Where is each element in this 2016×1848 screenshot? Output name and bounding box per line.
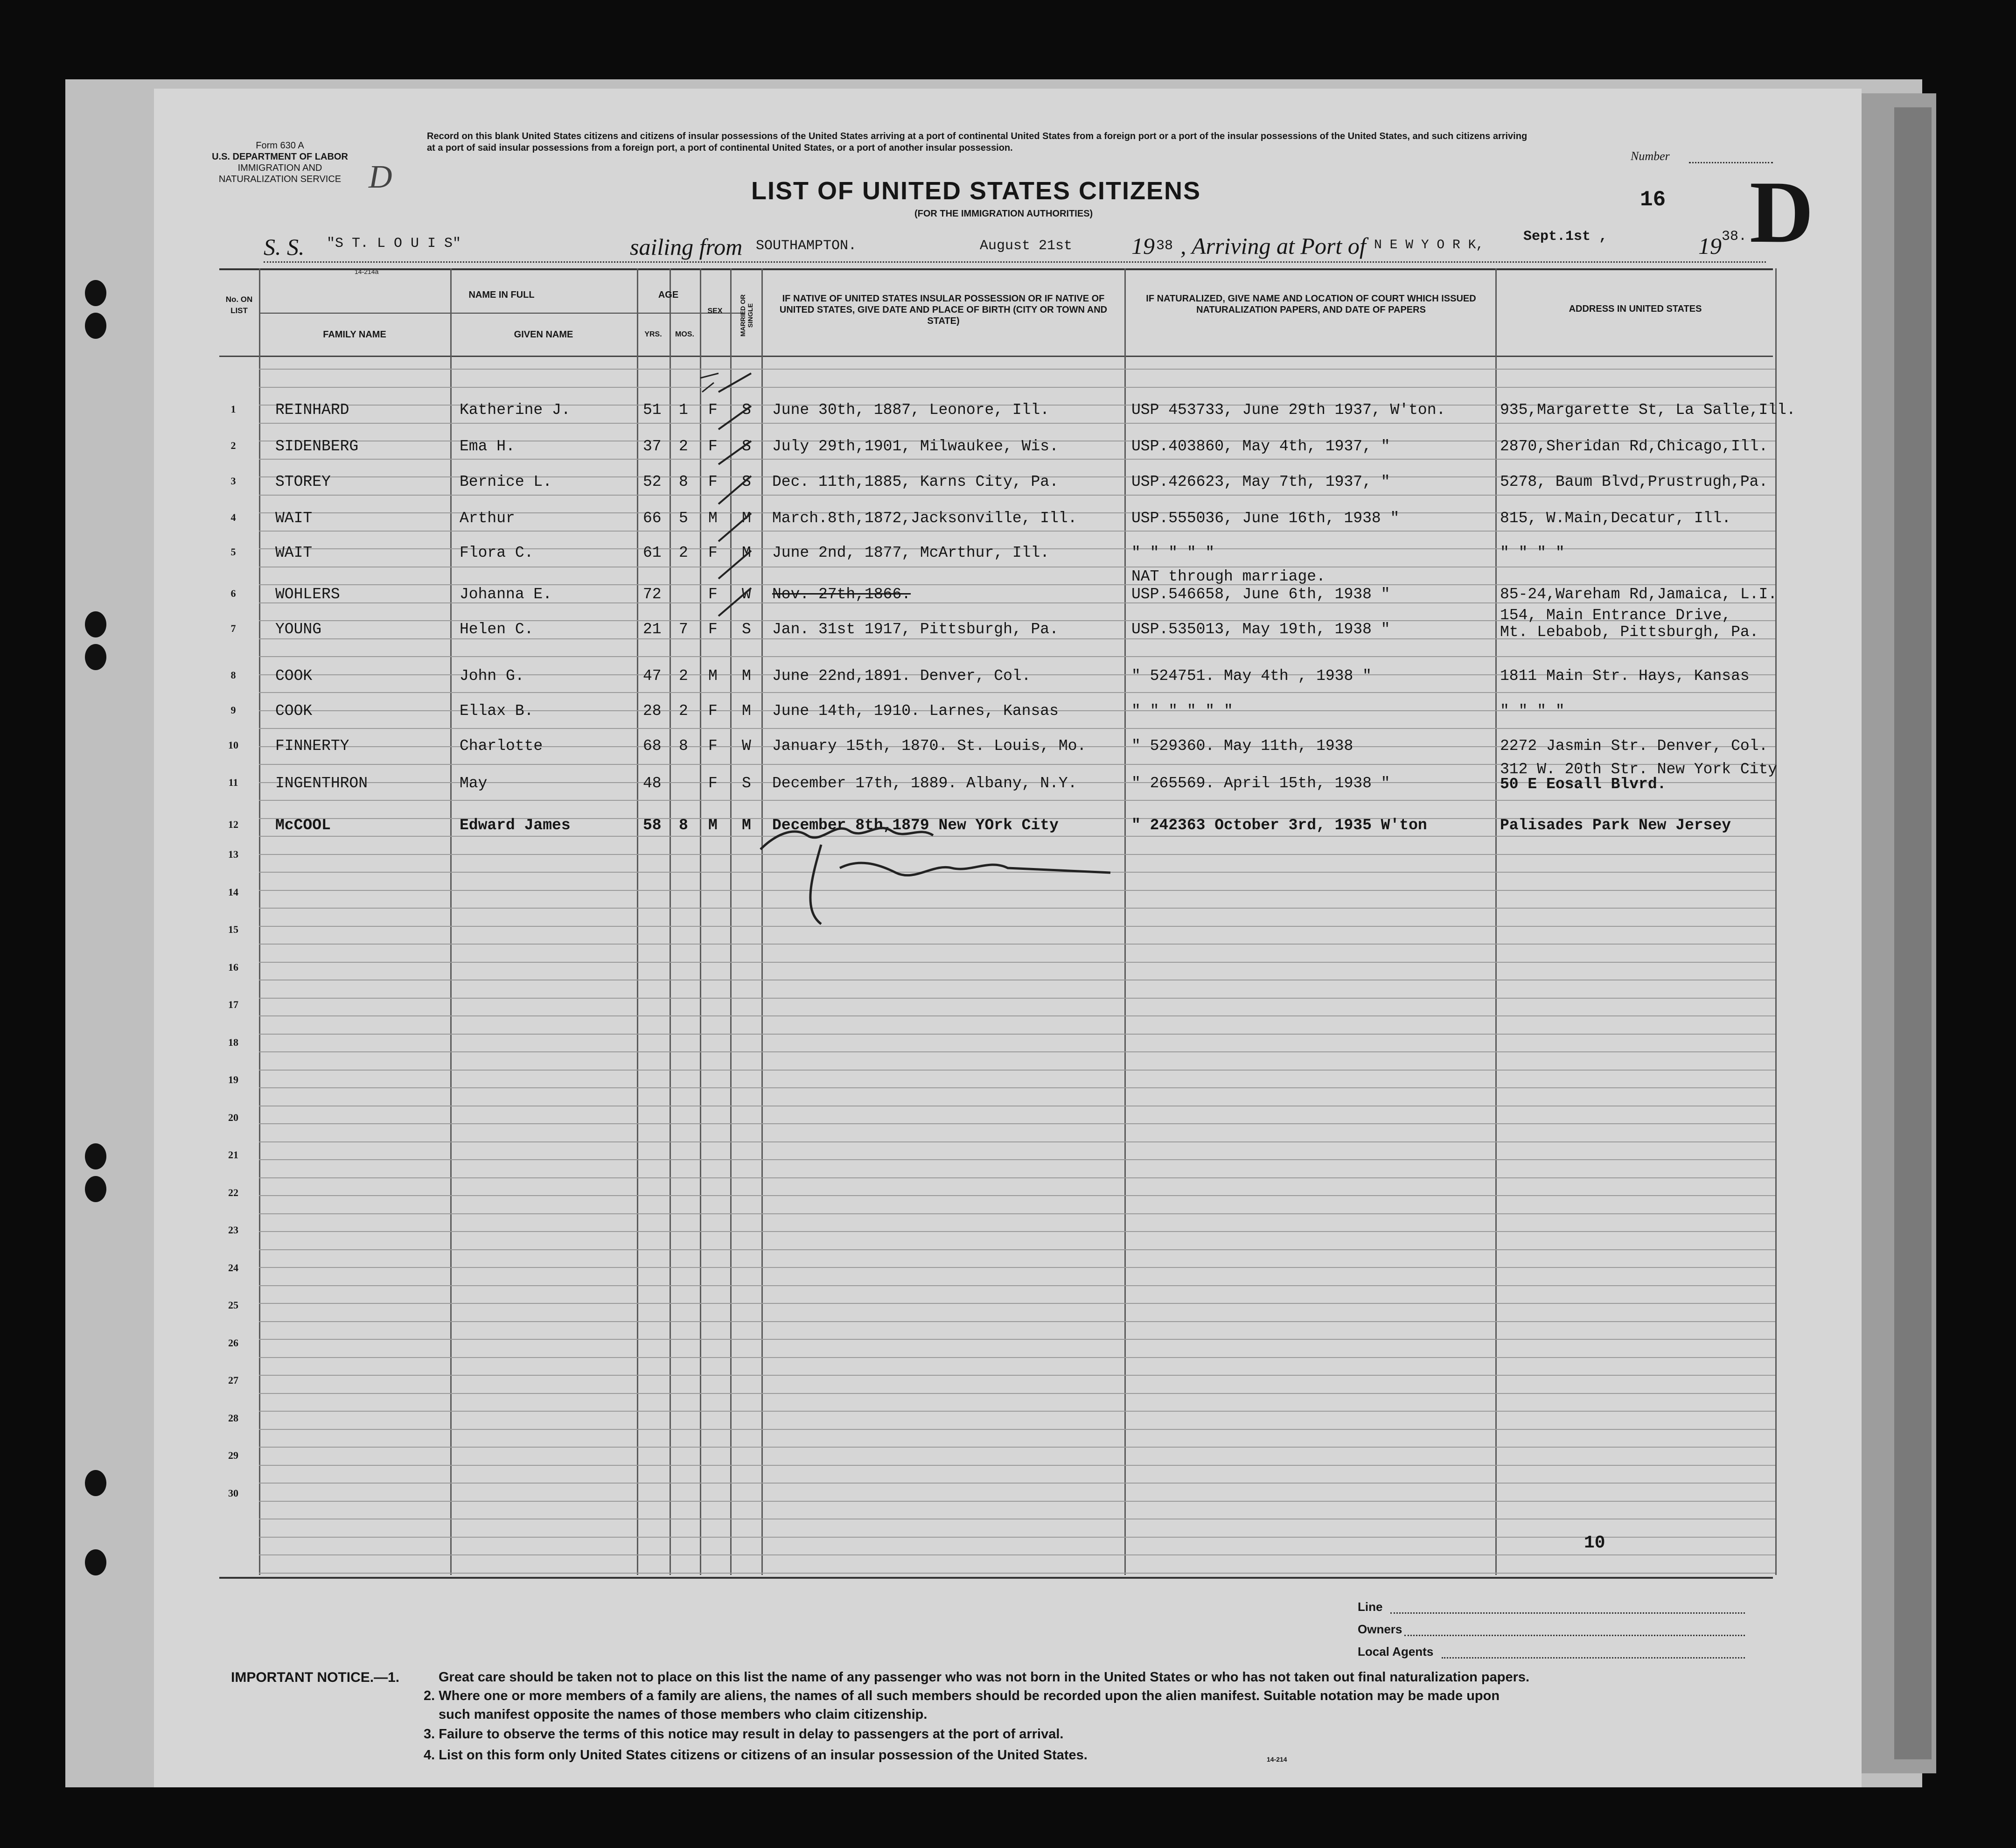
marital-status: S [742, 775, 751, 792]
row-number: 1 [230, 403, 236, 415]
family-name: McCOOL [275, 817, 331, 834]
col-birth: IF NATIVE OF UNITED STATES INSULAR POSSESSION OR IF NATIVE OF UNITED STATES, GIVE DATE AND PLACE OF BIRTH (CITY OR TOWN AND STATE) [779, 294, 1108, 326]
footer-owners-rule [1404, 1635, 1745, 1636]
age-months: 1 [679, 401, 688, 419]
row-number: 6 [230, 588, 236, 599]
given-name: Charlotte [460, 737, 543, 755]
voyage-rule [264, 261, 1766, 263]
age-months: 7 [679, 621, 688, 638]
naturalization: " 265569. April 15th, 1938 " [1131, 775, 1390, 792]
row-number: 3 [230, 475, 236, 487]
arrival-year-prefix: 19 [1698, 233, 1722, 259]
notice-item-2: 2. Where one or more members of a family are aliens, the names of all such members should be recorded upon the alien manifest. Suitable notation may be made upon [424, 1688, 1500, 1703]
address: 2870,Sheridan Rd,Chicago,Ill. [1500, 438, 1768, 455]
family-name: WAIT [275, 510, 313, 527]
row-number: 5 [230, 546, 236, 558]
row-number: 30 [228, 1487, 238, 1499]
age-years: 58 [643, 817, 662, 834]
sex: F [708, 438, 718, 455]
row-number: 27 [228, 1374, 238, 1386]
family-name: SIDENBERG [275, 438, 359, 455]
sailing-from: SOUTHAMPTON. [756, 238, 857, 254]
sex: M [708, 817, 718, 834]
form-id [205, 140, 355, 185]
ruled-line [259, 1357, 1775, 1358]
col-divider [450, 268, 452, 1575]
ruled-line [259, 1429, 1775, 1430]
col-address: ADDRESS IN UNITED STATES [1569, 304, 1702, 314]
handwritten-signature [700, 364, 1190, 947]
given-name: John G. [460, 667, 524, 685]
row-number: 18 [228, 1036, 238, 1048]
given-name: Flora C. [460, 544, 534, 561]
col-mos: MOS. [675, 330, 694, 338]
notice-item-3: 3. Failure to observe the terms of this notice may result in delay to passengers at the port of arrival. [424, 1727, 1064, 1742]
birth-info: January 15th, 1870. St. Louis, Mo. [772, 737, 1087, 755]
address: 2272 Jasmin Str. Denver, Col. [1500, 737, 1768, 755]
ruled-line [259, 1537, 1775, 1538]
instructions: Record on this blank United States citizens and citizens of insular possessions of the United States arriving at a port of continental United States from a foreign port or a port of the insular possessions of the United States, and such citizens arriving at a port of said insular possessions from a foreign port, a port of continental United States, or a port of another insular possession. [427, 131, 1528, 153]
given-name: Ellax B. [460, 702, 534, 720]
row-number: 12 [228, 819, 238, 830]
address-line-2: Mt. Lebabob, Pittsburgh, Pa. [1500, 623, 1759, 641]
page-count: 10 [1584, 1533, 1605, 1553]
sex: F [708, 621, 718, 638]
ruled-line [259, 1070, 1775, 1071]
naturalization: " 529360. May 11th, 1938 [1131, 737, 1353, 755]
sex: F [708, 702, 718, 720]
naturalization: USP.535013, May 19th, 1938 " [1131, 621, 1390, 638]
notice-item-1: Great care should be taken not to place on this list the name of any passenger who was not born in the United States or who has not taken out final naturalization papers. [439, 1670, 1530, 1685]
birth-info: June 2nd, 1877, McArthur, Ill. [772, 544, 1050, 561]
ruled-line [259, 1447, 1775, 1448]
ruled-line [259, 1195, 1775, 1196]
address: 5278, Baum Blvd,Prustrugh,Pa. [1500, 473, 1768, 490]
ruled-line [259, 1554, 1775, 1555]
row-number: 4 [230, 511, 236, 523]
row-number: 9 [230, 704, 236, 716]
punch-hole [85, 1143, 106, 1169]
naturalization: USP.555036, June 16th, 1938 " [1131, 510, 1400, 527]
ruled-line [259, 1141, 1775, 1142]
sex: F [708, 737, 718, 755]
ruled-line [259, 1249, 1775, 1250]
ruled-line [259, 1411, 1775, 1412]
given-name: Ema H. [460, 438, 515, 455]
footer-line-rule [1390, 1612, 1745, 1614]
row-number: 22 [228, 1186, 238, 1198]
given-name: Arthur [460, 510, 515, 527]
ruled-line [259, 998, 1775, 999]
address: " " " " [1500, 544, 1565, 561]
ruled-line [259, 1339, 1775, 1340]
birth-info: June 14th, 1910. Larnes, Kansas [772, 702, 1059, 720]
row-number: 23 [228, 1224, 238, 1236]
col-naturalized: IF NATURALIZED, GIVE NAME AND LOCATION OF COURT WHICH ISSUED NATURALIZATION PAPERS, AND DATE OF PAPERS [1146, 294, 1476, 315]
ruled-line [259, 1465, 1775, 1466]
col-age: AGE [658, 290, 679, 300]
birth-info: July 29th,1901, Milwaukee, Wis. [772, 438, 1059, 455]
row-number: 19 [228, 1074, 238, 1085]
ruled-line [259, 1483, 1775, 1484]
naturalization: " 242363 October 3rd, 1935 W'ton [1131, 817, 1427, 834]
year-suffix: 38 [1156, 238, 1173, 254]
marital-status: S [742, 438, 751, 455]
number-label: Number [1631, 149, 1670, 163]
age-months: 5 [679, 510, 688, 527]
marital-status: M [742, 510, 751, 527]
family-name: WAIT [275, 544, 313, 561]
punch-hole [85, 313, 106, 339]
family-name: REINHARD [275, 401, 349, 419]
address: 815, W.Main,Decatur, Ill. [1500, 510, 1731, 527]
naturalization: USP 453733, June 29th 1937, W'ton. [1131, 401, 1446, 419]
ruled-line [259, 1231, 1775, 1232]
arrival-port: N E W Y O R K, [1374, 238, 1484, 252]
given-name: Katherine J. [460, 401, 571, 419]
form-id-line: U.S. DEPARTMENT OF LABOR [212, 152, 348, 162]
ruled-line [259, 1015, 1775, 1016]
address: 312 W. 20th Str. New York City [1500, 761, 1778, 778]
given-name: May [460, 775, 488, 792]
arriving-label: , Arriving at Port of [1180, 233, 1366, 259]
birth-info: June 22nd,1891. Denver, Col. [772, 667, 1031, 685]
marital-status: M [742, 817, 751, 834]
col-yrs: YRS. [644, 330, 662, 338]
sheet-number: 16 [1640, 188, 1666, 212]
col-family-name: FAMILY NAME [323, 329, 386, 340]
marital-status: W [742, 737, 751, 755]
punch-hole [85, 611, 106, 637]
ruled-line [259, 1159, 1775, 1160]
birth-info: Jan. 31st 1917, Pittsburgh, Pa. [772, 621, 1059, 638]
age-months: 2 [679, 667, 688, 685]
col-name-in-full: NAME IN FULL [468, 290, 535, 300]
row-number: 29 [228, 1449, 238, 1461]
ruled-line [259, 1501, 1775, 1502]
given-name: Helen C. [460, 621, 534, 638]
row-number: 13 [228, 848, 238, 860]
handwritten-mark: D [369, 159, 392, 195]
age-years: 52 [643, 473, 662, 490]
ruled-line [259, 1213, 1775, 1214]
age-months: 2 [679, 438, 688, 455]
row-number: 28 [228, 1412, 238, 1424]
sailing-date: August 21st [980, 238, 1073, 254]
notice-heading: IMPORTANT NOTICE.—1. [231, 1670, 400, 1685]
address: " " " " [1500, 702, 1565, 720]
form-id-line: Form 630 A [256, 140, 304, 151]
age-years: 51 [643, 401, 662, 419]
age-years: 72 [643, 586, 662, 603]
header-rule [219, 356, 1773, 357]
ruled-line [259, 1087, 1775, 1088]
row-number: 17 [228, 999, 238, 1010]
form-id-line: NATURALIZATION SERVICE [218, 174, 342, 184]
punch-hole [85, 280, 106, 306]
ruled-line [259, 1375, 1775, 1376]
naturalization-note: NAT through marriage. [1131, 568, 1325, 585]
marital-status: M [742, 544, 751, 561]
form-code: 14-214a [355, 268, 379, 275]
address: 85-24,Wareham Rd,Jamaica, L.I. [1500, 586, 1778, 603]
naturalization: USP.426623, May 7th, 1937, " [1131, 473, 1390, 490]
footer-agents-label: Local Agents [1358, 1645, 1434, 1659]
row-number: 16 [228, 961, 238, 973]
naturalization: " 524751. May 4th , 1938 " [1131, 667, 1372, 685]
ship-name: "S T. L O U I S" [327, 236, 461, 252]
row-number: 26 [228, 1337, 238, 1349]
marital-status: M [742, 667, 751, 685]
ruled-line [259, 1573, 1775, 1574]
family-name: FINNERTY [275, 737, 349, 755]
naturalization: USP.546658, June 6th, 1938 " [1131, 586, 1390, 603]
age-years: 37 [643, 438, 662, 455]
col-given-name: GIVEN NAME [514, 329, 573, 340]
address-line-2: 50 E Eosall Blvrd. [1500, 776, 1667, 793]
row-number: 11 [228, 777, 238, 788]
family-name: COOK [275, 702, 313, 720]
form-id-line: IMMIGRATION AND [237, 163, 322, 173]
family-name: YOUNG [275, 621, 322, 638]
ruled-line [259, 1321, 1775, 1322]
address: 1811 Main Str. Hays, Kansas [1500, 667, 1750, 685]
arrival-date: Sept.1st , [1523, 229, 1608, 245]
ruled-line [259, 1285, 1775, 1286]
notice-code: 14-214 [1267, 1756, 1287, 1763]
birth-info: Nov. 27th,1866. [772, 586, 911, 603]
naturalization: USP.403860, May 4th, 1937, " [1131, 438, 1390, 455]
age-months: 8 [679, 473, 688, 490]
col-divider [637, 268, 638, 1575]
age-years: 61 [643, 544, 662, 561]
family-name: COOK [275, 667, 313, 685]
col-divider [670, 268, 671, 1575]
footer-agents-rule [1442, 1657, 1745, 1659]
family-name: INGENTHRON [275, 775, 368, 792]
punch-hole [85, 1176, 106, 1202]
col-sex: SEX [707, 307, 723, 315]
row-number: 15 [228, 924, 238, 935]
ruled-line [259, 1393, 1775, 1394]
address: 154, Main Entrance Drive, [1500, 607, 1731, 624]
given-name: Edward James [460, 817, 571, 834]
marital-status: M [742, 702, 751, 720]
row-number: 14 [228, 886, 238, 898]
marital-status: S [742, 621, 751, 638]
row-number: 2 [230, 440, 236, 451]
row-number: 7 [230, 623, 236, 634]
age-years: 21 [643, 621, 662, 638]
col-divider [259, 268, 260, 1575]
birth-info: March.8th,1872,Jacksonville, Ill. [772, 510, 1077, 527]
age-years: 66 [643, 510, 662, 527]
col-married: MARRIED OR SINGLE [739, 294, 754, 337]
col-divider [1775, 268, 1777, 1575]
birth-info: December 8th,1879 New YOrk City [772, 817, 1059, 834]
punch-hole [85, 1470, 106, 1496]
marital-status: W [742, 586, 751, 603]
birth-info: December 17th, 1889. Albany, N.Y. [772, 775, 1077, 792]
page-title: LIST OF UNITED STATES CITIZENS [751, 177, 1201, 205]
row-number: 8 [230, 669, 236, 681]
ruled-line [259, 1034, 1775, 1035]
ss-label: S. S. [264, 234, 305, 260]
ruled-line [259, 1177, 1775, 1178]
ruled-line [259, 1267, 1775, 1268]
page-subtitle: (FOR THE IMMIGRATION AUTHORITIES) [914, 209, 1093, 219]
marital-status: S [742, 473, 751, 490]
sailing-label: sailing from [630, 234, 743, 260]
marital-status: S [742, 401, 751, 419]
row-number: 25 [228, 1299, 238, 1311]
row-number: 21 [228, 1149, 238, 1161]
sex: M [708, 667, 718, 685]
family-name: STOREY [275, 473, 331, 490]
age-months: 8 [679, 737, 688, 755]
age-years: 48 [643, 775, 662, 792]
sex: F [708, 544, 718, 561]
address: 935,Margarette St, La Salle,Ill. [1500, 401, 1796, 419]
notice-item-4: 4. List on this form only United States citizens or citizens of an insular possession of the United States. [424, 1748, 1088, 1763]
ruled-line [259, 1123, 1775, 1124]
sex: F [708, 775, 718, 792]
address: Palisades Park New Jersey [1500, 817, 1731, 834]
punch-hole [85, 1549, 106, 1575]
footer-owners-label: Owners [1358, 1622, 1402, 1636]
age-months: 8 [679, 817, 688, 834]
footer-line-label: Line [1358, 1600, 1383, 1614]
ruled-line [259, 962, 1775, 963]
naturalization: " " " " " [1131, 544, 1215, 561]
row-number: 24 [228, 1261, 238, 1274]
row-number: 10 [228, 739, 238, 751]
birth-info: Dec. 11th,1885, Karns City, Pa. [772, 473, 1059, 490]
arrival-year-suffix: 38. [1722, 229, 1747, 245]
ruled-line [259, 1303, 1775, 1304]
birth-info: June 30th, 1887, Leonore, Ill. [772, 401, 1050, 419]
row-number: 20 [228, 1111, 238, 1123]
age-years: 47 [643, 667, 662, 685]
sex: M [708, 510, 718, 527]
age-months: 2 [679, 702, 688, 720]
ruled-line [259, 1051, 1775, 1052]
page-edge-right-2 [1894, 107, 1932, 1759]
year-prefix: 19 [1131, 233, 1155, 259]
sex: F [708, 401, 718, 419]
notice-item-2-cont: such manifest opposite the names of those members who claim citizenship. [439, 1707, 928, 1722]
sex: F [708, 586, 718, 603]
given-name: Bernice L. [460, 473, 552, 490]
naturalization: " " " " " " [1131, 702, 1233, 720]
age-months: 2 [679, 544, 688, 561]
col-no: No. ON LIST [225, 295, 253, 315]
family-name: WOHLERS [275, 586, 340, 603]
col-divider [1495, 268, 1497, 1575]
punch-hole [85, 644, 106, 670]
sheet-letter: D [1750, 163, 1814, 261]
given-name: Johanna E. [460, 586, 552, 603]
sex: F [708, 473, 718, 490]
age-years: 28 [643, 702, 662, 720]
age-years: 68 [643, 737, 662, 755]
age-subhead-rule [637, 313, 700, 314]
